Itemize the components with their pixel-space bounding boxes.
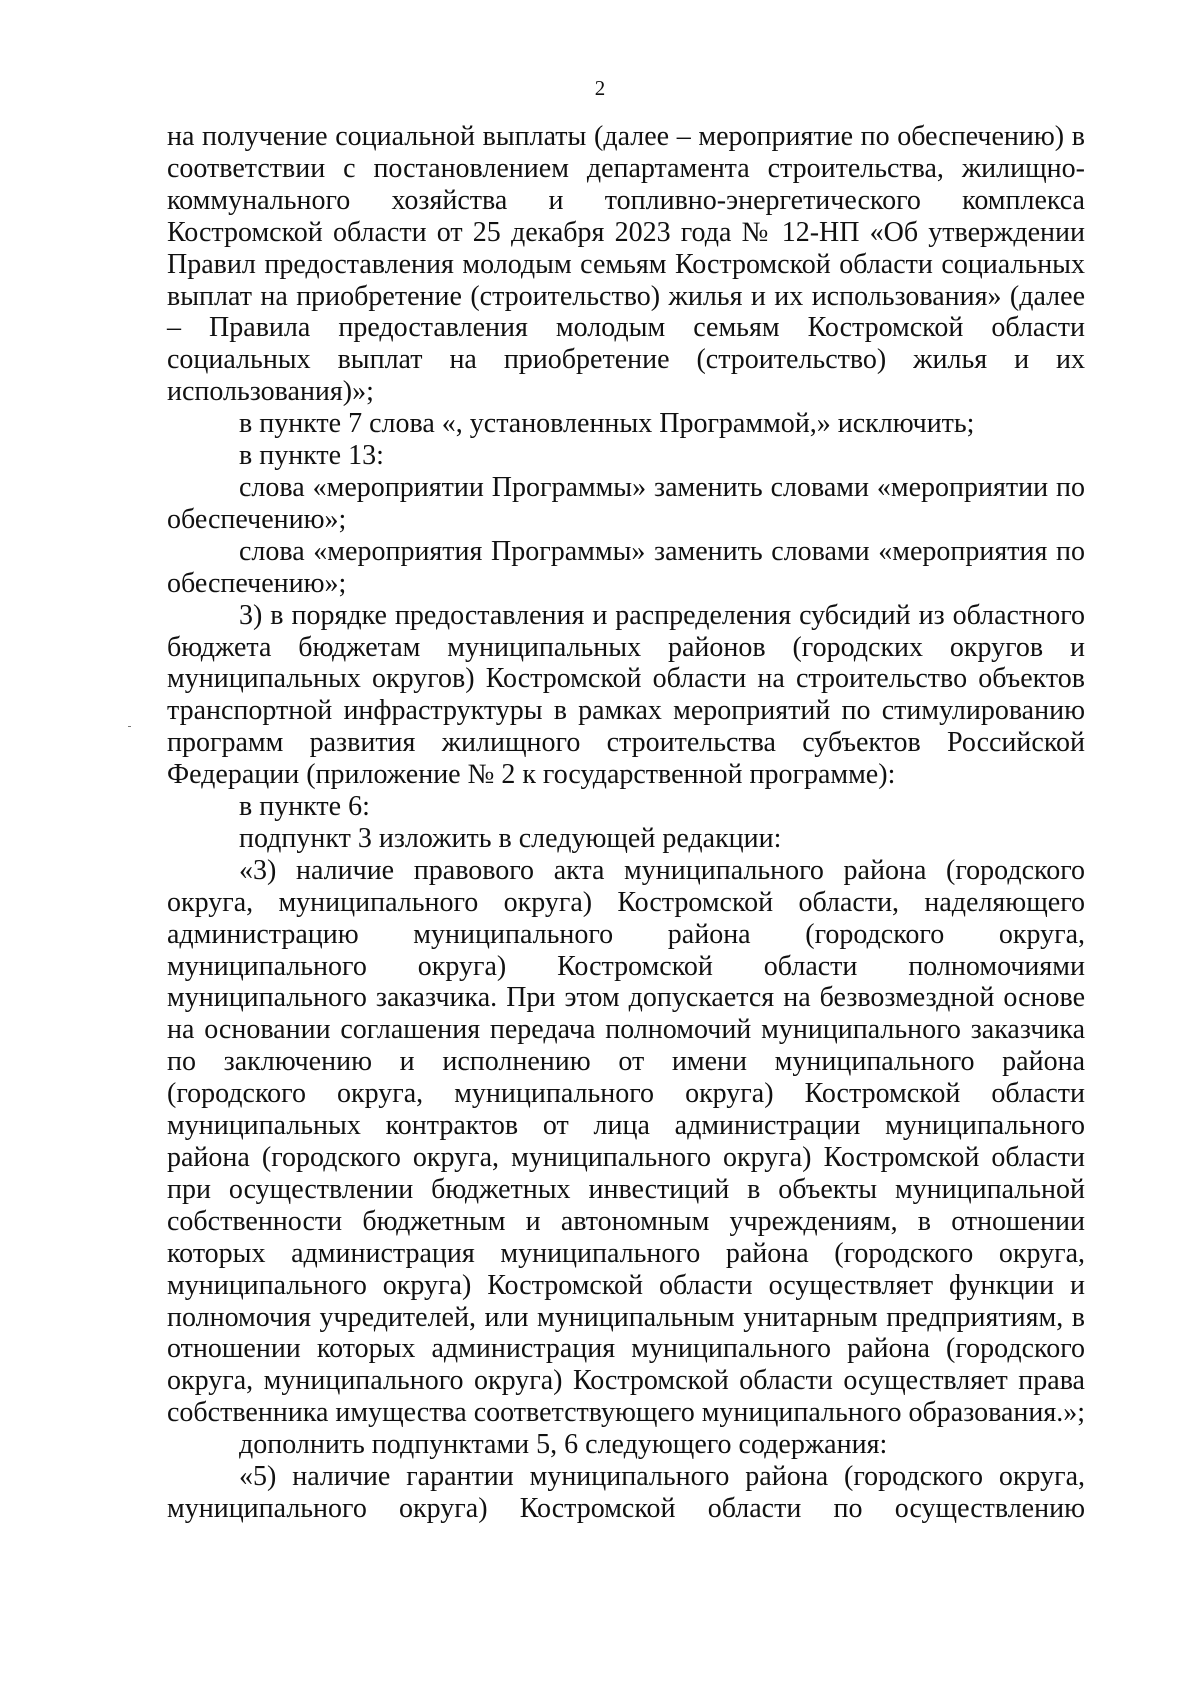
paragraph-subitem-3-intro: подпункт 3 изложить в следующей редакции: — [239, 822, 782, 854]
paragraph-subitem-5: «5) наличие гарантии муниципального района (городского округа, муниципального округа) Костромской области по осуществлению — [167, 1461, 1085, 1524]
paragraph-replace-1: слова «мероприятии Программы» заменить словами «мероприятии по обеспечению»; — [167, 471, 1085, 535]
paragraph-item-7: в пункте 7 слова «, установленных Программой,» исключить; — [239, 408, 975, 440]
paragraph-section-3: 3) в порядке предоставления и распределения субсидий из областного бюджета бюджетам муниципальных районов (городских округов и муниципальных округов) Костромской области на строительство объектов транспортной инфраструктуры в рамках мероприятий по стимулированию программ развития жилищного строительства субъектов Российской Федерации (приложение № 2 к государственной программе): — [167, 599, 1085, 791]
paragraph-subitem-3-text: «3) наличие правового акта муниципального района (городского округа, муниципального округа) Костромской области, наделяющего администрацию муниципального района (городского округа, муниципального округа) Костромской области полномочиями муниципального заказчика. При этом допускается на безвозмездной основе на основании соглашения передача полномочий муниципального заказчика по заключению и исполнению от имени муниципального района (городского округа, муниципального округа) Костромской области муниципальных контрактов от лица администрации муниципального района (городского округа, муниципального округа) Костромской области при осуществлении бюджетных инвестиций в объекты муниципальной собственности бюджетным и автономным учреждениям, в отношении которых администрация муниципального района (городского округа, муниципального округа) Костромской области осуществляет функции и полномочия учредителей, или муниципальным унитарным предприятиям, в отношении которых администрация муниципального района (городского округа, муниципального округа) Костромской области осуществляет права собственника имущества соответствующего муниципального образования.»; — [167, 854, 1085, 1429]
paragraph-item-13: в пункте 13: — [239, 440, 384, 472]
margin-mark — [128, 726, 131, 727]
paragraph-item-6: в пункте 6: — [239, 791, 370, 823]
paragraph-add-subitems: дополнить подпунктами 5, 6 следующего содержания: — [239, 1429, 888, 1461]
document-body — [167, 121, 1085, 1525]
paragraph-continuation: на получение социальной выплаты (далее – мероприятие по обеспечению) в соответствии с постановлением департамента строительства, жилищно-коммунального хозяйства и топливно-энергетического комплекса Костромской области от 25 декабря 2023 года № 12-НП «Об утверждении Правил предоставления молодым семьям Костромской области социальных выплат на приобретение (строительство) жилья и их использования» (далее – Правила предоставления молодым семьям Костромской области социальных выплат на приобретение (строительство) жилья и их использования)»; — [167, 121, 1085, 408]
paragraph-replace-2: слова «мероприятия Программы» заменить словами «мероприятия по обеспечению»; — [167, 535, 1085, 599]
page-number: 2 — [594, 76, 606, 100]
